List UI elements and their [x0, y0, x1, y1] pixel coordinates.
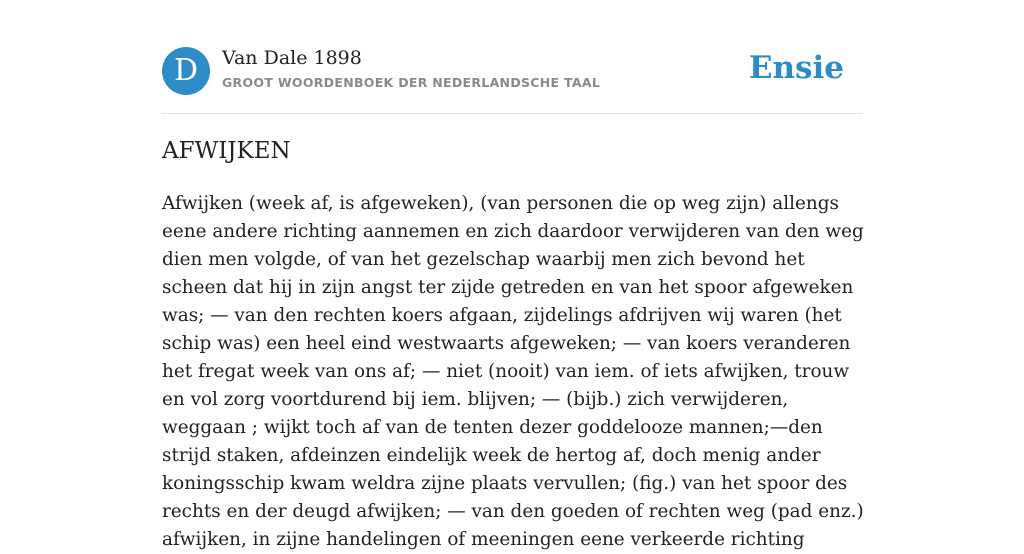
brand-logo[interactable]: Ensie: [748, 50, 844, 86]
source-logo[interactable]: D: [162, 47, 210, 95]
entry-body: Afwijken (week af, is afgeweken), (van personen die op weg zijn) allengs eene andere richting aannemen en zich daardoor verwijderen van den weg dien men volgde, of van het gezelschap waarbij men zich bevond het scheen dat hij in zijn angst ter zijde getreden en van het spoor afgeweken was; — van den rechten koers afgaan, zijdelings afdrijven wij waren (het schip was) een heel eind westwaarts afgeweken; — van koers veranderen het fregat week van ons af; — niet (nooit) van iem. of iets afwijken, trouw en vol zorg voortdurend bij iem. blijven; — (bijb.) zich verwijderen, weggaan ; wijkt toch af van de tenten dezer goddelooze mannen;—den strijd staken, afdeinzen eindelijk week de hertog af, doch menig ander koningsschip kwam weldra zijne plaats vervullen; (fig.) van het spoor des rechts en der deugd afwijken; — van den goeden of rechten weg (pad enz.) afwijken, in zijne handelingen of meeningen eene verkeerde richting: [162, 193, 864, 550]
entry-headword: AFWIJKEN: [162, 138, 291, 164]
source-subtitle: GROOT WOORDENBOEK DER NEDERLANDSCHE TAAL: [222, 75, 601, 90]
source-header: [162, 47, 862, 114]
source-title[interactable]: Van Dale 1898: [222, 47, 362, 69]
